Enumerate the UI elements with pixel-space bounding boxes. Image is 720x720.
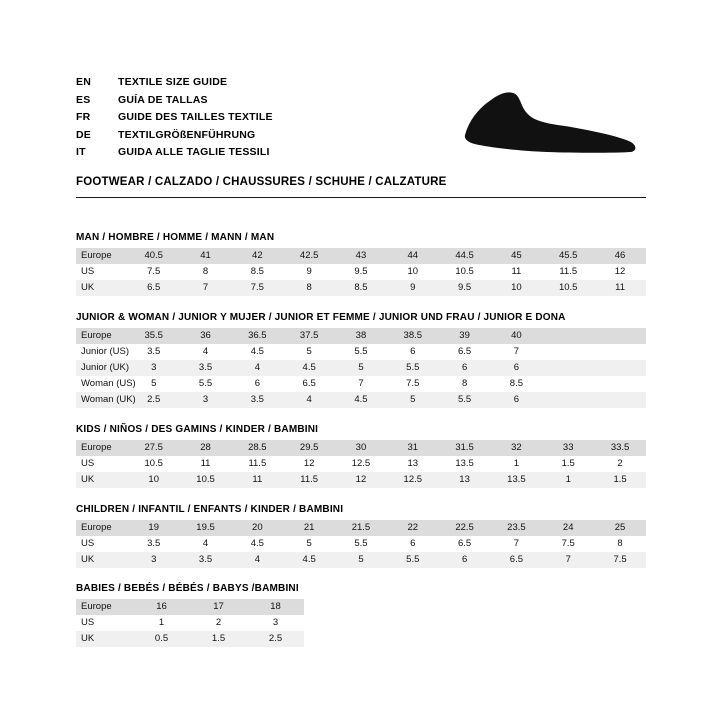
cell: 31.5 <box>439 440 491 456</box>
cell: 8.5 <box>509 378 524 389</box>
cell: 2 <box>215 617 222 628</box>
table-row <box>76 615 304 631</box>
cell: 23.5 <box>491 520 543 536</box>
language-text-fr: GUIDE DES TAILLES TEXTILE <box>118 111 273 123</box>
cell: 11.5 <box>248 458 267 469</box>
cell: 10.5 <box>180 472 232 488</box>
cell: 44.5 <box>439 248 491 264</box>
table-row <box>76 392 646 408</box>
cell: 2 <box>617 458 623 469</box>
cell: 7 <box>513 346 520 357</box>
section-babies <box>76 583 646 647</box>
cell: 10 <box>407 266 419 277</box>
cell: 33.5 <box>594 440 646 456</box>
cell: 11 <box>594 280 646 296</box>
cell: 24 <box>542 520 594 536</box>
cell: 46 <box>594 248 646 264</box>
cell: 5.5 <box>198 378 213 389</box>
row-label: US <box>81 538 95 549</box>
cell: 9.5 <box>354 266 368 277</box>
cell: 13 <box>439 472 491 488</box>
cell: 6.5 <box>302 378 316 389</box>
cell: 35.5 <box>128 328 180 344</box>
cell: 8.5 <box>250 266 264 277</box>
cell: 2.5 <box>247 631 304 647</box>
row-label: Junior (US) <box>81 346 130 357</box>
header-divider <box>76 197 646 198</box>
row-label: Europe <box>76 520 128 536</box>
table-row <box>76 264 646 280</box>
cell: 5.5 <box>439 392 491 408</box>
cell: 5 <box>387 392 439 408</box>
cell: 4 <box>231 360 283 376</box>
section-title-man: MAN / HOMBRE / HOMME / MANN / MAN <box>76 232 275 243</box>
cell: 7 <box>542 552 594 568</box>
cell: 2.5 <box>128 392 180 408</box>
row-label: Europe <box>76 599 133 615</box>
cell: 7.5 <box>594 552 646 568</box>
cell: 6 <box>439 552 491 568</box>
cell: 25 <box>594 520 646 536</box>
cell: 41 <box>180 248 232 264</box>
category-title: FOOTWEAR / CALZADO / CHAUSSURES / SCHUHE / CALZATURE <box>76 175 447 188</box>
row-label: Europe <box>76 328 128 344</box>
cell: 12.5 <box>351 458 371 469</box>
cell: 10.5 <box>455 266 474 277</box>
cell: 5.5 <box>354 346 368 357</box>
cell <box>542 344 594 360</box>
table-row <box>76 520 646 536</box>
cell: 6 <box>439 360 491 376</box>
cell: 3 <box>128 360 180 376</box>
language-text-de: TEXTILGRÖßENFÜHRUNG <box>118 128 256 141</box>
cell: 12 <box>335 472 387 488</box>
cell: 10.5 <box>144 458 163 469</box>
section-title-kids: KIDS / NIÑOS / DES GAMINS / KINDER / BAMBINI <box>76 424 319 435</box>
cell: 1 <box>513 458 520 469</box>
language-code-it: IT <box>76 146 86 158</box>
cell: 21 <box>283 520 335 536</box>
cell: 8.5 <box>335 280 387 296</box>
cell: 6 <box>410 538 416 549</box>
cell: 11 <box>511 266 522 277</box>
cell: 3 <box>128 552 180 568</box>
row-label: Europe <box>76 248 128 264</box>
cell: 45.5 <box>542 248 594 264</box>
table-row <box>76 456 646 472</box>
cell: 4 <box>283 392 335 408</box>
cell: 22 <box>387 520 439 536</box>
row-label: US <box>81 266 95 277</box>
cell: 40 <box>491 328 543 344</box>
section-man <box>76 232 646 296</box>
cell: 4.5 <box>335 392 387 408</box>
cell: 28 <box>180 440 232 456</box>
cell: 5.5 <box>387 360 439 376</box>
cell: 5.5 <box>387 552 439 568</box>
cell: 5 <box>335 552 387 568</box>
cell: 4.5 <box>250 346 264 357</box>
cell: 8 <box>617 538 623 549</box>
cell: 1.5 <box>190 631 247 647</box>
cell: 10 <box>128 472 180 488</box>
table-row <box>76 360 646 376</box>
cell: 38.5 <box>387 328 439 344</box>
cell: 4 <box>202 538 209 549</box>
cell: 13 <box>407 458 419 469</box>
row-label: Woman (US) <box>81 378 136 389</box>
cell: 6 <box>410 346 416 357</box>
cell: 3.5 <box>231 392 283 408</box>
cell: 6 <box>491 392 543 408</box>
table-row <box>76 552 646 568</box>
language-code-en: EN <box>76 76 91 88</box>
cell: 7.5 <box>231 280 283 296</box>
cell: 33 <box>542 440 594 456</box>
row-label: Woman (UK) <box>76 392 128 408</box>
section-title-junior-woman: JUNIOR & WOMAN / JUNIOR Y MUJER / JUNIOR ET FEMME / JUNIOR UND FRAU / JUNIOR E DONA <box>76 312 566 323</box>
cell: 6 <box>491 360 543 376</box>
language-code-de: DE <box>76 128 91 141</box>
row-label: UK <box>76 552 128 568</box>
cell: 5.5 <box>354 538 368 549</box>
size-table-children <box>76 520 646 568</box>
cell: 32 <box>491 440 543 456</box>
cell: 37.5 <box>283 328 335 344</box>
cell <box>594 376 646 392</box>
cell: 7 <box>180 280 232 296</box>
cell: 20 <box>231 520 283 536</box>
size-table-junior-woman <box>76 328 646 408</box>
table-row <box>76 440 646 456</box>
cell: 27.5 <box>128 440 180 456</box>
cell <box>594 328 646 344</box>
language-text-es: GUÍA DE TALLAS <box>118 93 208 106</box>
cell <box>594 360 646 376</box>
cell <box>594 392 646 408</box>
cell: 6.5 <box>457 538 472 549</box>
table-row <box>76 472 646 488</box>
row-label: UK <box>76 280 128 296</box>
cell: 7.5 <box>147 266 161 277</box>
cell: 8 <box>461 378 468 389</box>
row-label: Junior (UK) <box>76 360 128 376</box>
cell: 36 <box>180 328 232 344</box>
cell: 42 <box>231 248 283 264</box>
cell: 44 <box>387 248 439 264</box>
cell: 28.5 <box>231 440 283 456</box>
cell: 4.5 <box>283 360 335 376</box>
cell: 29.5 <box>283 440 335 456</box>
size-table-kids <box>76 440 646 488</box>
table-row <box>76 376 646 392</box>
table-row <box>76 280 646 296</box>
cell: 40.5 <box>128 248 180 264</box>
cell: 4 <box>202 346 209 357</box>
cell: 4.5 <box>283 552 335 568</box>
row-label: US <box>81 458 95 469</box>
cell: 22.5 <box>439 520 491 536</box>
table-row <box>76 328 646 344</box>
cell: 3 <box>180 392 232 408</box>
cell: 4 <box>231 552 283 568</box>
row-label: UK <box>76 472 128 488</box>
cell: 19.5 <box>180 520 232 536</box>
cell: 45 <box>491 248 543 264</box>
cell: 16 <box>133 599 190 615</box>
cell: 30 <box>335 440 387 456</box>
section-title-babies: BABIES / BEBÉS / BÉBÉS / BABYS /BAMBINI <box>76 583 299 594</box>
cell: 19 <box>128 520 180 536</box>
cell: 39 <box>439 328 491 344</box>
cell: 8 <box>283 280 335 296</box>
cell <box>594 344 646 360</box>
cell: 5 <box>151 378 157 389</box>
language-text-it: GUIDA ALLE TAGLIE TESSILI <box>118 146 270 158</box>
cell: 38 <box>335 328 387 344</box>
cell: 43 <box>335 248 387 264</box>
cell: 11 <box>231 472 283 488</box>
cell: 1 <box>542 472 594 488</box>
cell: 1.5 <box>594 472 646 488</box>
cell <box>542 328 594 344</box>
shoe-icon <box>455 80 645 160</box>
language-code-es: ES <box>76 93 91 106</box>
cell: 3 <box>272 617 279 628</box>
cell: 1 <box>158 617 165 628</box>
cell: 0.5 <box>133 631 190 647</box>
cell: 31 <box>387 440 439 456</box>
row-label: UK <box>76 631 133 647</box>
section-children <box>76 504 646 568</box>
section-junior-woman <box>76 312 646 408</box>
cell: 4.5 <box>250 538 264 549</box>
cell: 13.5 <box>491 472 543 488</box>
cell: 3.5 <box>147 346 161 357</box>
cell: 11 <box>200 458 211 469</box>
cell: 6.5 <box>491 552 543 568</box>
cell: 5 <box>306 346 312 357</box>
cell: 9 <box>387 280 439 296</box>
cell: 9.5 <box>439 280 491 296</box>
cell: 3.5 <box>180 552 232 568</box>
cell: 1.5 <box>561 458 575 469</box>
cell: 7 <box>513 538 520 549</box>
cell: 18 <box>247 599 304 615</box>
cell: 11.5 <box>559 266 578 277</box>
cell: 12 <box>303 458 315 469</box>
cell <box>542 392 594 408</box>
size-table-man <box>76 248 646 296</box>
cell: 10.5 <box>542 280 594 296</box>
cell: 3.5 <box>147 538 161 549</box>
cell: 6.5 <box>128 280 180 296</box>
cell: 7.5 <box>406 378 420 389</box>
cell: 36.5 <box>231 328 283 344</box>
table-row <box>76 631 304 647</box>
cell: 11.5 <box>283 472 335 488</box>
cell: 5 <box>335 360 387 376</box>
cell: 12 <box>614 266 626 277</box>
cell: 7 <box>358 378 364 389</box>
table-row <box>76 248 646 264</box>
cell: 3.5 <box>180 360 232 376</box>
cell: 6 <box>254 378 260 389</box>
cell: 5 <box>306 538 312 549</box>
table-row <box>76 344 646 360</box>
section-kids <box>76 424 646 488</box>
table-row <box>76 599 304 615</box>
cell: 12.5 <box>387 472 439 488</box>
row-label: US <box>81 617 95 628</box>
cell: 17 <box>190 599 247 615</box>
cell <box>542 360 594 376</box>
cell: 8 <box>202 266 209 277</box>
row-label: Europe <box>76 440 128 456</box>
cell: 7.5 <box>561 538 575 549</box>
cell: 10 <box>491 280 543 296</box>
size-table-babies <box>76 599 304 647</box>
table-row <box>76 536 646 552</box>
cell: 6.5 <box>457 346 472 357</box>
language-text-en: TEXTILE SIZE GUIDE <box>118 76 228 88</box>
cell: 13.5 <box>455 458 474 469</box>
cell: 21.5 <box>335 520 387 536</box>
cell: 9 <box>306 266 312 277</box>
language-code-fr: FR <box>76 111 91 123</box>
cell: 42.5 <box>283 248 335 264</box>
section-title-children: CHILDREN / INFANTIL / ENFANTS / KINDER / BAMBINI <box>76 504 344 515</box>
cell <box>542 376 594 392</box>
